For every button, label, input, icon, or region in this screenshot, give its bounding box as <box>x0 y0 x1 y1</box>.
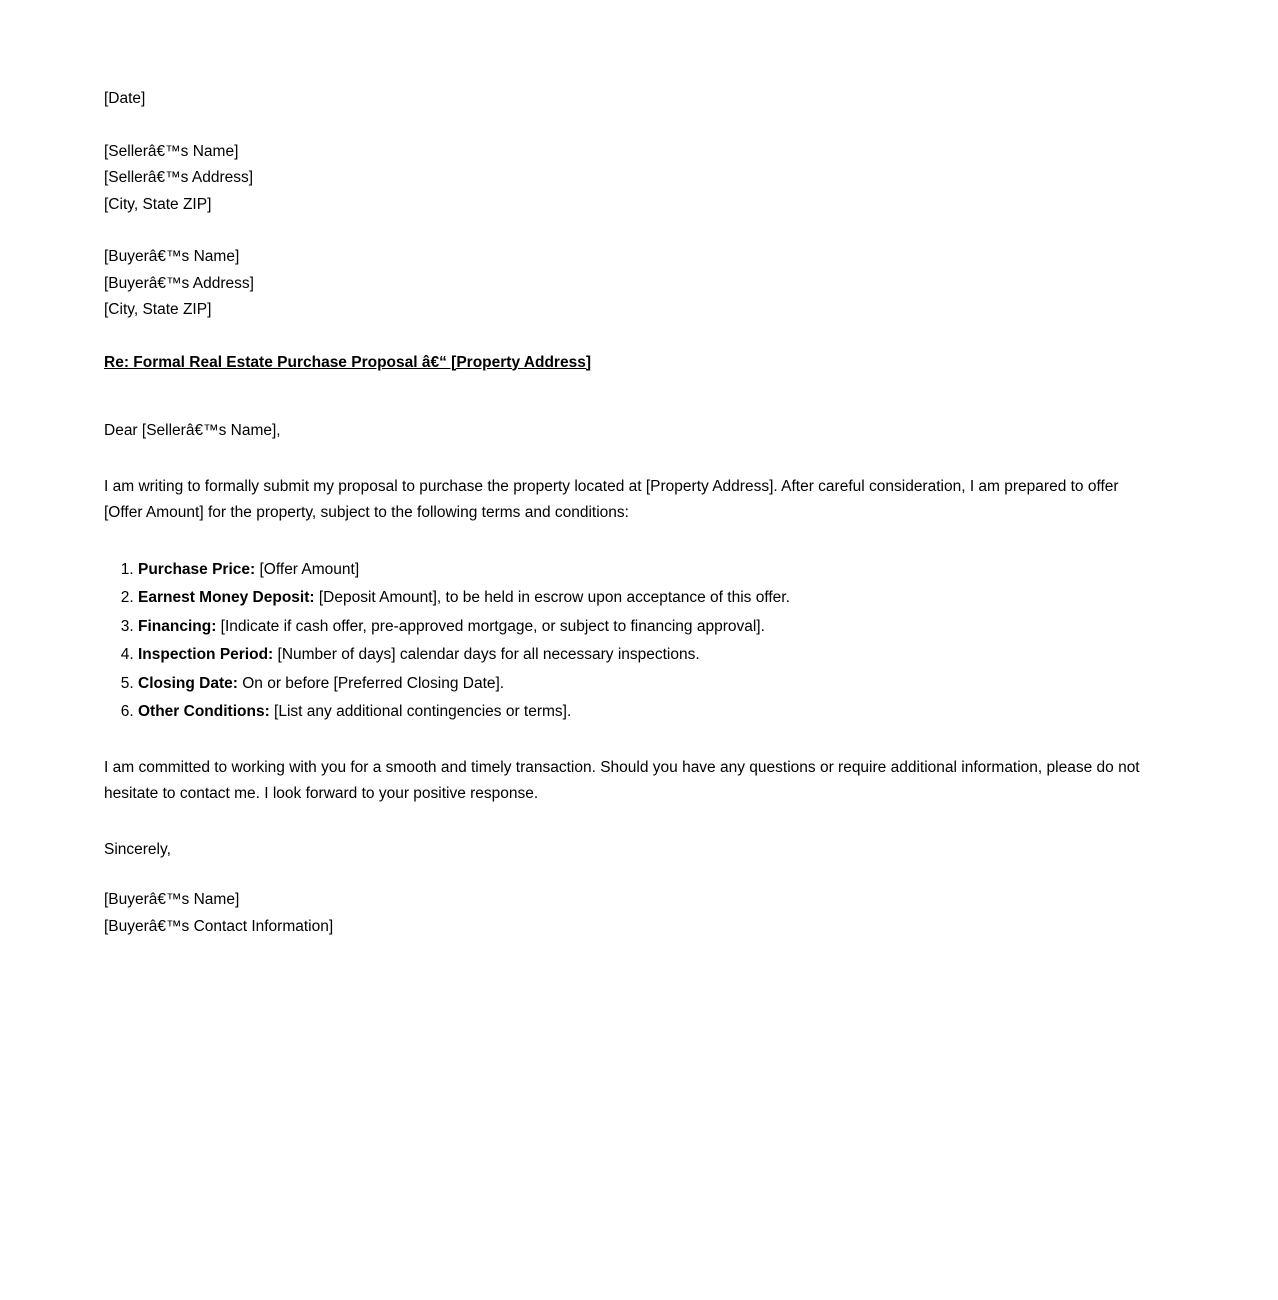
buyer-address-block <box>104 244 1156 324</box>
term-text: [Number of days] calendar days for all necessary inspections. <box>273 646 700 663</box>
term-label: Closing Date: <box>138 674 238 692</box>
buyer-address: [Buyerâ€™s Address] <box>104 274 254 292</box>
list-item <box>138 584 1156 612</box>
terms-list <box>104 556 1156 726</box>
letter-body <box>104 86 1156 940</box>
term-text: [Offer Amount] <box>255 560 360 578</box>
term-text: [Indicate if cash offer, pre-approved mortgage, or subject to financing approval]. <box>216 617 765 635</box>
term-label: Financing: <box>138 617 217 635</box>
date-placeholder: [Date] <box>104 90 146 107</box>
signature-contact-information: [Buyerâ€™s Contact Information] <box>104 917 334 935</box>
term-text: [List any additional contingencies or terms]. <box>269 703 572 720</box>
list-item <box>138 641 1156 669</box>
term-label: Inspection Period: <box>138 646 274 663</box>
seller-name: [Sellerâ€™s Name] <box>104 142 239 160</box>
valediction: Sincerely, <box>104 840 171 858</box>
buyer-name: [Buyerâ€™s Name] <box>104 248 240 265</box>
subject-line-wrap <box>104 350 1156 398</box>
buyer-city-state-zip: [City, State ZIP] <box>104 301 212 318</box>
term-label: Other Conditions: <box>138 703 270 720</box>
term-text: On or before [Preferred Closing Date]. <box>237 674 505 692</box>
date-block <box>104 86 1156 113</box>
seller-city-state-zip: [City, State ZIP] <box>104 195 212 213</box>
signature-block <box>104 887 1156 940</box>
salutation: Dear [Sellerâ€™s Name], <box>104 422 281 439</box>
list-item <box>138 698 1156 726</box>
signature-name: [Buyerâ€™s Name] <box>104 891 240 908</box>
term-label: Purchase Price: <box>138 560 256 578</box>
list-item <box>138 613 1156 641</box>
seller-address: [Sellerâ€™s Address] <box>104 169 254 186</box>
list-item <box>138 556 1156 584</box>
closing-paragraph: I am committed to working with you for a smooth and timely transaction. Should you have any questions or require additional information, please do not hesitate to contact me. I look forward to your positive response. <box>104 758 1140 802</box>
term-label: Earnest Money Deposit: <box>138 589 315 606</box>
seller-address-block <box>104 139 1156 219</box>
list-item <box>138 670 1156 698</box>
term-text: [Deposit Amount], to be held in escrow upon acceptance of this offer. <box>314 589 790 606</box>
opening-paragraph: I am writing to formally submit my proposal to purchase the property located at [Property Address]. After careful consideration, I am prepared to offer [Offer Amount] for the property, subject to the following terms and conditions: <box>104 477 1119 521</box>
subject-line: Re: Formal Real Estate Purchase Proposal â€“ [Property Address] <box>104 353 591 371</box>
